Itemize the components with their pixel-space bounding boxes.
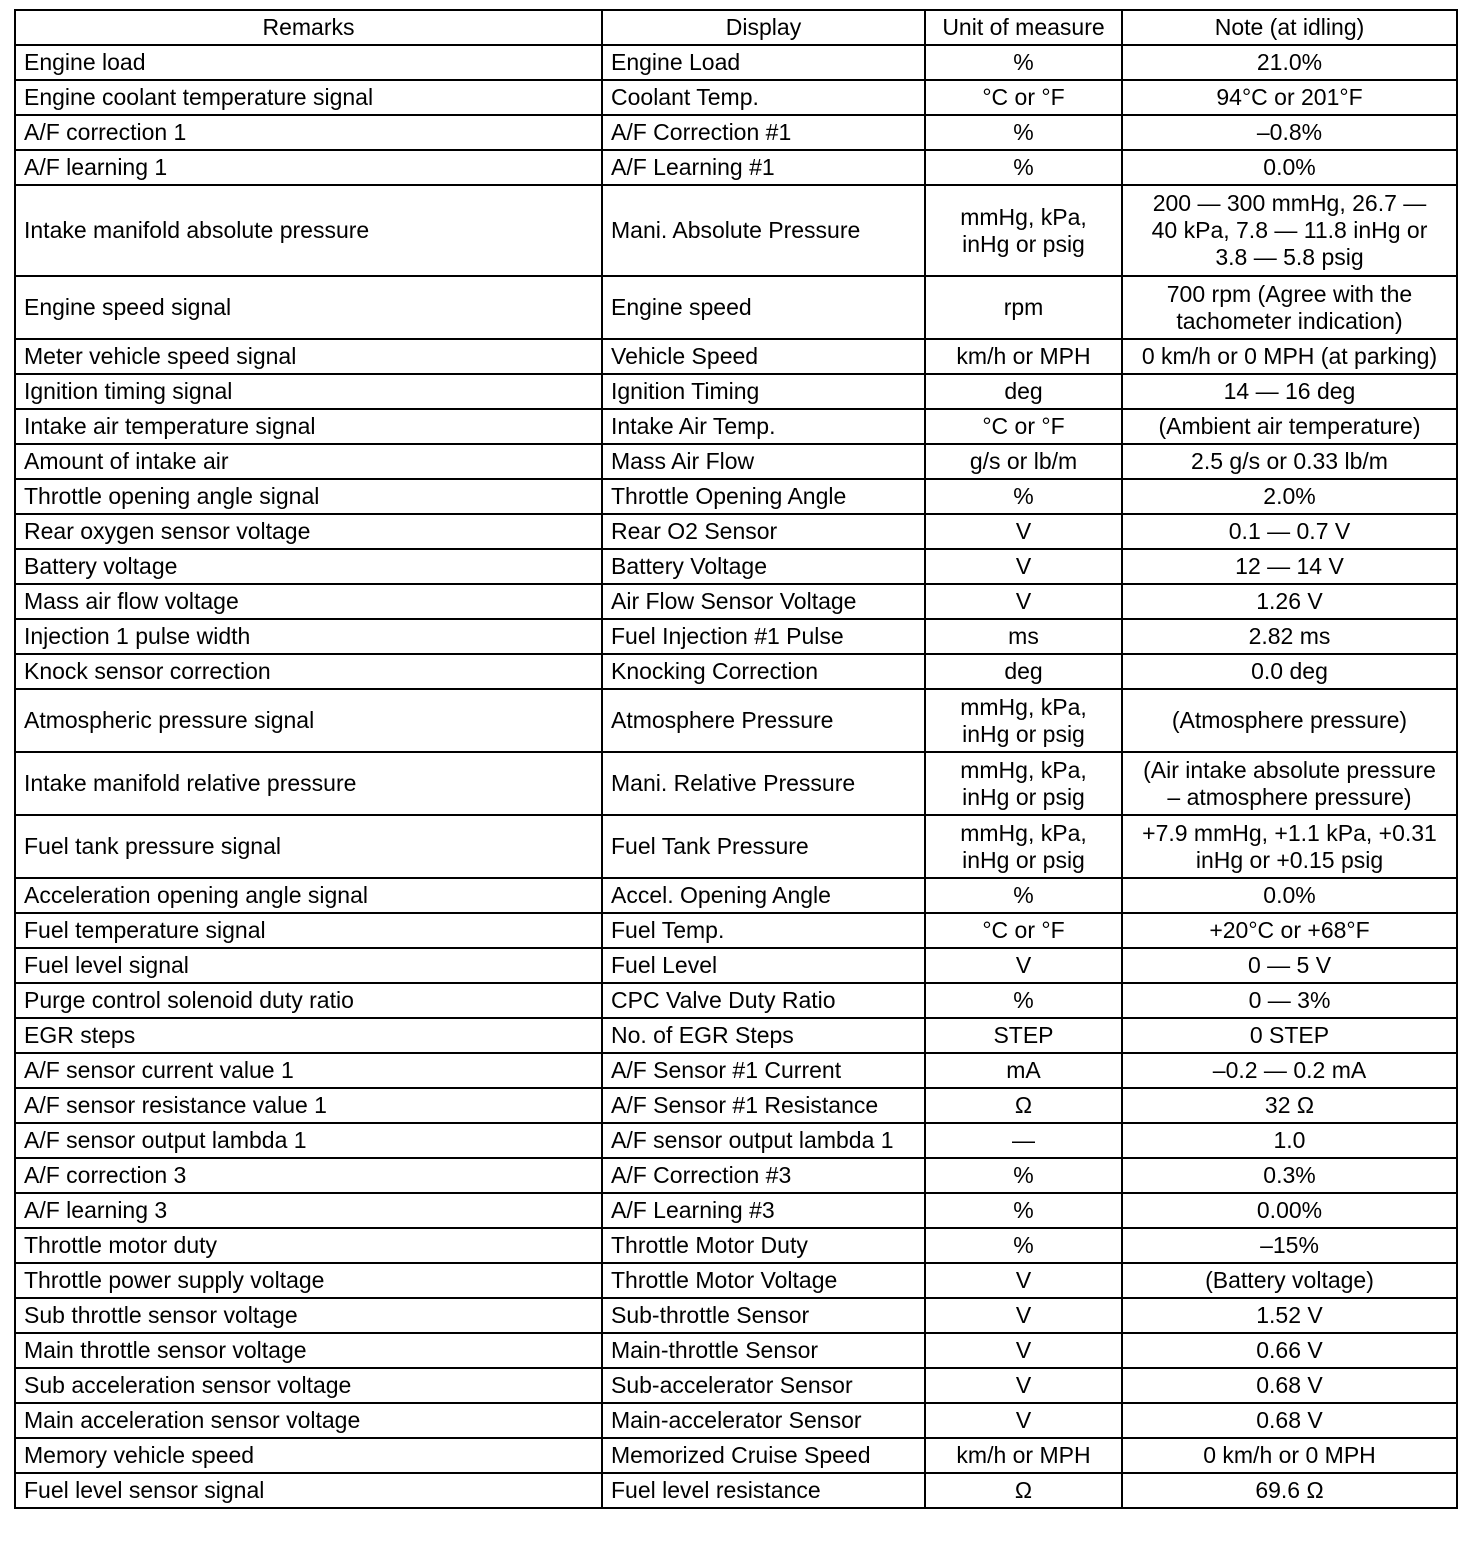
cell-unit: mmHg, kPa, inHg or psig xyxy=(925,752,1122,815)
table-row xyxy=(15,374,1457,409)
cell-display: Fuel Tank Pressure xyxy=(602,815,925,878)
cell-note: 69.6 Ω xyxy=(1122,1473,1457,1508)
table-row xyxy=(15,983,1457,1018)
cell-unit: mA xyxy=(925,1053,1122,1088)
cell-remarks: Knock sensor correction xyxy=(15,654,602,689)
cell-remarks: EGR steps xyxy=(15,1018,602,1053)
cell-remarks: Intake manifold relative pressure xyxy=(15,752,602,815)
cell-display: Battery Voltage xyxy=(602,549,925,584)
cell-display: Accel. Opening Angle xyxy=(602,878,925,913)
cell-unit: Ω xyxy=(925,1088,1122,1123)
cell-display: A/F Learning #3 xyxy=(602,1193,925,1228)
cell-remarks: Fuel tank pressure signal xyxy=(15,815,602,878)
cell-display: Atmosphere Pressure xyxy=(602,689,925,752)
table-row xyxy=(15,514,1457,549)
table-row xyxy=(15,1298,1457,1333)
cell-note: 21.0% xyxy=(1122,45,1457,80)
cell-unit: mmHg, kPa, inHg or psig xyxy=(925,815,1122,878)
cell-note: 1.26 V xyxy=(1122,584,1457,619)
cell-note: (Atmosphere pressure) xyxy=(1122,689,1457,752)
table-row xyxy=(15,1403,1457,1438)
cell-note: 0 — 3% xyxy=(1122,983,1457,1018)
table-row xyxy=(15,80,1457,115)
table-row xyxy=(15,654,1457,689)
data-monitor-table xyxy=(14,9,1458,1509)
cell-note: 0.0 deg xyxy=(1122,654,1457,689)
cell-note: –0.2 — 0.2 mA xyxy=(1122,1053,1457,1088)
cell-note: –0.8% xyxy=(1122,115,1457,150)
cell-remarks: Fuel temperature signal xyxy=(15,913,602,948)
cell-display: Memorized Cruise Speed xyxy=(602,1438,925,1473)
cell-display: Throttle Opening Angle xyxy=(602,479,925,514)
cell-note: +20°C or +68°F xyxy=(1122,913,1457,948)
cell-unit: V xyxy=(925,1298,1122,1333)
table-row xyxy=(15,444,1457,479)
document-page xyxy=(14,9,1456,1509)
cell-unit: V xyxy=(925,1333,1122,1368)
cell-note: 32 Ω xyxy=(1122,1088,1457,1123)
cell-remarks: Meter vehicle speed signal xyxy=(15,339,602,374)
cell-unit: V xyxy=(925,1368,1122,1403)
cell-unit: % xyxy=(925,983,1122,1018)
cell-remarks: Ignition timing signal xyxy=(15,374,602,409)
cell-note: –15% xyxy=(1122,1228,1457,1263)
cell-note: (Air intake absolute pressure – atmosphere pressure) xyxy=(1122,752,1457,815)
cell-remarks: Rear oxygen sensor voltage xyxy=(15,514,602,549)
cell-note: 0 km/h or 0 MPH (at parking) xyxy=(1122,339,1457,374)
table-body xyxy=(15,45,1457,1508)
cell-remarks: Amount of intake air xyxy=(15,444,602,479)
cell-remarks: A/F sensor resistance value 1 xyxy=(15,1088,602,1123)
cell-unit: °C or °F xyxy=(925,409,1122,444)
cell-note: 2.0% xyxy=(1122,479,1457,514)
table-row xyxy=(15,115,1457,150)
table-row xyxy=(15,1438,1457,1473)
cell-note: 0.68 V xyxy=(1122,1403,1457,1438)
cell-note: 12 — 14 V xyxy=(1122,549,1457,584)
cell-display: Intake Air Temp. xyxy=(602,409,925,444)
cell-unit: V xyxy=(925,948,1122,983)
table-row xyxy=(15,1123,1457,1158)
table-row xyxy=(15,815,1457,878)
cell-unit: °C or °F xyxy=(925,913,1122,948)
cell-note: 0.0% xyxy=(1122,878,1457,913)
cell-remarks: Intake air temperature signal xyxy=(15,409,602,444)
cell-display: Ignition Timing xyxy=(602,374,925,409)
table-row xyxy=(15,339,1457,374)
table-row xyxy=(15,549,1457,584)
cell-unit: % xyxy=(925,45,1122,80)
cell-display: A/F Correction #3 xyxy=(602,1158,925,1193)
cell-note: 0 STEP xyxy=(1122,1018,1457,1053)
cell-remarks: Throttle opening angle signal xyxy=(15,479,602,514)
cell-note: 2.5 g/s or 0.33 lb/m xyxy=(1122,444,1457,479)
table-row xyxy=(15,752,1457,815)
cell-unit: V xyxy=(925,549,1122,584)
cell-remarks: Fuel level signal xyxy=(15,948,602,983)
cell-unit: deg xyxy=(925,654,1122,689)
table-row xyxy=(15,1228,1457,1263)
cell-remarks: Memory vehicle speed xyxy=(15,1438,602,1473)
cell-unit: km/h or MPH xyxy=(925,339,1122,374)
table-header-row xyxy=(15,10,1457,45)
cell-unit: km/h or MPH xyxy=(925,1438,1122,1473)
cell-remarks: Injection 1 pulse width xyxy=(15,619,602,654)
cell-note: 0 km/h or 0 MPH xyxy=(1122,1438,1457,1473)
table-row xyxy=(15,913,1457,948)
cell-unit: mmHg, kPa, inHg or psig xyxy=(925,185,1122,276)
cell-unit: Ω xyxy=(925,1473,1122,1508)
cell-display: Sub-throttle Sensor xyxy=(602,1298,925,1333)
cell-remarks: Fuel level sensor signal xyxy=(15,1473,602,1508)
table-row xyxy=(15,1193,1457,1228)
cell-note: +7.9 mmHg, +1.1 kPa, +0.31 inHg or +0.15 psig xyxy=(1122,815,1457,878)
cell-unit: % xyxy=(925,878,1122,913)
table-row xyxy=(15,689,1457,752)
cell-note: 94°C or 201°F xyxy=(1122,80,1457,115)
cell-unit: % xyxy=(925,1158,1122,1193)
cell-display: Fuel Injection #1 Pulse xyxy=(602,619,925,654)
cell-unit: deg xyxy=(925,374,1122,409)
header-note: Note (at idling) xyxy=(1122,10,1457,45)
cell-remarks: Main acceleration sensor voltage xyxy=(15,1403,602,1438)
cell-note: 0.3% xyxy=(1122,1158,1457,1193)
table-row xyxy=(15,479,1457,514)
cell-remarks: A/F sensor output lambda 1 xyxy=(15,1123,602,1158)
header-unit: Unit of measure xyxy=(925,10,1122,45)
cell-display: Main-throttle Sensor xyxy=(602,1333,925,1368)
header-remarks: Remarks xyxy=(15,10,602,45)
cell-display: A/F Sensor #1 Resistance xyxy=(602,1088,925,1123)
cell-unit: g/s or lb/m xyxy=(925,444,1122,479)
cell-remarks: Engine speed signal xyxy=(15,276,602,339)
cell-remarks: Throttle power supply voltage xyxy=(15,1263,602,1298)
cell-remarks: A/F correction 3 xyxy=(15,1158,602,1193)
cell-unit: rpm xyxy=(925,276,1122,339)
table-row xyxy=(15,1158,1457,1193)
table-row xyxy=(15,619,1457,654)
cell-display: Throttle Motor Duty xyxy=(602,1228,925,1263)
cell-display: A/F Correction #1 xyxy=(602,115,925,150)
cell-display: Engine Load xyxy=(602,45,925,80)
cell-unit: % xyxy=(925,1228,1122,1263)
cell-unit: % xyxy=(925,1193,1122,1228)
table-row xyxy=(15,409,1457,444)
cell-display: A/F sensor output lambda 1 xyxy=(602,1123,925,1158)
cell-unit: V xyxy=(925,514,1122,549)
cell-remarks: Purge control solenoid duty ratio xyxy=(15,983,602,1018)
cell-note: 0.1 — 0.7 V xyxy=(1122,514,1457,549)
cell-note: (Battery voltage) xyxy=(1122,1263,1457,1298)
cell-display: Vehicle Speed xyxy=(602,339,925,374)
cell-unit: ms xyxy=(925,619,1122,654)
cell-remarks: Engine load xyxy=(15,45,602,80)
cell-note: 200 — 300 mmHg, 26.7 — 40 kPa, 7.8 — 11.8 inHg or 3.8 — 5.8 psig xyxy=(1122,185,1457,276)
cell-remarks: Atmospheric pressure signal xyxy=(15,689,602,752)
cell-unit: % xyxy=(925,115,1122,150)
cell-remarks: Throttle motor duty xyxy=(15,1228,602,1263)
table-row xyxy=(15,1053,1457,1088)
cell-display: Air Flow Sensor Voltage xyxy=(602,584,925,619)
table-row xyxy=(15,948,1457,983)
header-display: Display xyxy=(602,10,925,45)
cell-note: 0.00% xyxy=(1122,1193,1457,1228)
table-row xyxy=(15,150,1457,185)
cell-remarks: A/F sensor current value 1 xyxy=(15,1053,602,1088)
table-row xyxy=(15,45,1457,80)
cell-display: Rear O2 Sensor xyxy=(602,514,925,549)
cell-unit: — xyxy=(925,1123,1122,1158)
table-row xyxy=(15,1018,1457,1053)
cell-remarks: Main throttle sensor voltage xyxy=(15,1333,602,1368)
cell-display: Mass Air Flow xyxy=(602,444,925,479)
cell-display: Engine speed xyxy=(602,276,925,339)
cell-note: 0.66 V xyxy=(1122,1333,1457,1368)
table-row xyxy=(15,276,1457,339)
cell-unit: V xyxy=(925,1263,1122,1298)
cell-display: Main-accelerator Sensor xyxy=(602,1403,925,1438)
table-row xyxy=(15,1263,1457,1298)
cell-display: Knocking Correction xyxy=(602,654,925,689)
cell-display: A/F Sensor #1 Current xyxy=(602,1053,925,1088)
cell-note: 1.0 xyxy=(1122,1123,1457,1158)
table-row xyxy=(15,1368,1457,1403)
cell-note: 14 — 16 deg xyxy=(1122,374,1457,409)
cell-remarks: Mass air flow voltage xyxy=(15,584,602,619)
cell-unit: % xyxy=(925,479,1122,514)
cell-display: A/F Learning #1 xyxy=(602,150,925,185)
cell-display: Coolant Temp. xyxy=(602,80,925,115)
table-row xyxy=(15,584,1457,619)
cell-unit: V xyxy=(925,1403,1122,1438)
table-row xyxy=(15,185,1457,276)
cell-remarks: Battery voltage xyxy=(15,549,602,584)
cell-display: Fuel level resistance xyxy=(602,1473,925,1508)
cell-display: Fuel Level xyxy=(602,948,925,983)
cell-unit: V xyxy=(925,584,1122,619)
table-row xyxy=(15,1473,1457,1508)
cell-note: 0.68 V xyxy=(1122,1368,1457,1403)
cell-display: Sub-accelerator Sensor xyxy=(602,1368,925,1403)
cell-note: 1.52 V xyxy=(1122,1298,1457,1333)
cell-display: CPC Valve Duty Ratio xyxy=(602,983,925,1018)
cell-remarks: A/F correction 1 xyxy=(15,115,602,150)
cell-unit: °C or °F xyxy=(925,80,1122,115)
cell-note: 2.82 ms xyxy=(1122,619,1457,654)
cell-remarks: A/F learning 3 xyxy=(15,1193,602,1228)
cell-note: (Ambient air temperature) xyxy=(1122,409,1457,444)
table-row xyxy=(15,1333,1457,1368)
table-row xyxy=(15,1088,1457,1123)
cell-remarks: Intake manifold absolute pressure xyxy=(15,185,602,276)
cell-unit: % xyxy=(925,150,1122,185)
cell-unit: mmHg, kPa, inHg or psig xyxy=(925,689,1122,752)
cell-remarks: Sub throttle sensor voltage xyxy=(15,1298,602,1333)
cell-remarks: A/F learning 1 xyxy=(15,150,602,185)
cell-note: 0 — 5 V xyxy=(1122,948,1457,983)
cell-note: 0.0% xyxy=(1122,150,1457,185)
cell-display: Throttle Motor Voltage xyxy=(602,1263,925,1298)
cell-unit: STEP xyxy=(925,1018,1122,1053)
cell-remarks: Engine coolant temperature signal xyxy=(15,80,602,115)
cell-remarks: Sub acceleration sensor voltage xyxy=(15,1368,602,1403)
cell-display: Mani. Relative Pressure xyxy=(602,752,925,815)
cell-display: Mani. Absolute Pressure xyxy=(602,185,925,276)
cell-display: No. of EGR Steps xyxy=(602,1018,925,1053)
cell-display: Fuel Temp. xyxy=(602,913,925,948)
cell-remarks: Acceleration opening angle signal xyxy=(15,878,602,913)
cell-note: 700 rpm (Agree with the tachometer indication) xyxy=(1122,276,1457,339)
table-row xyxy=(15,878,1457,913)
